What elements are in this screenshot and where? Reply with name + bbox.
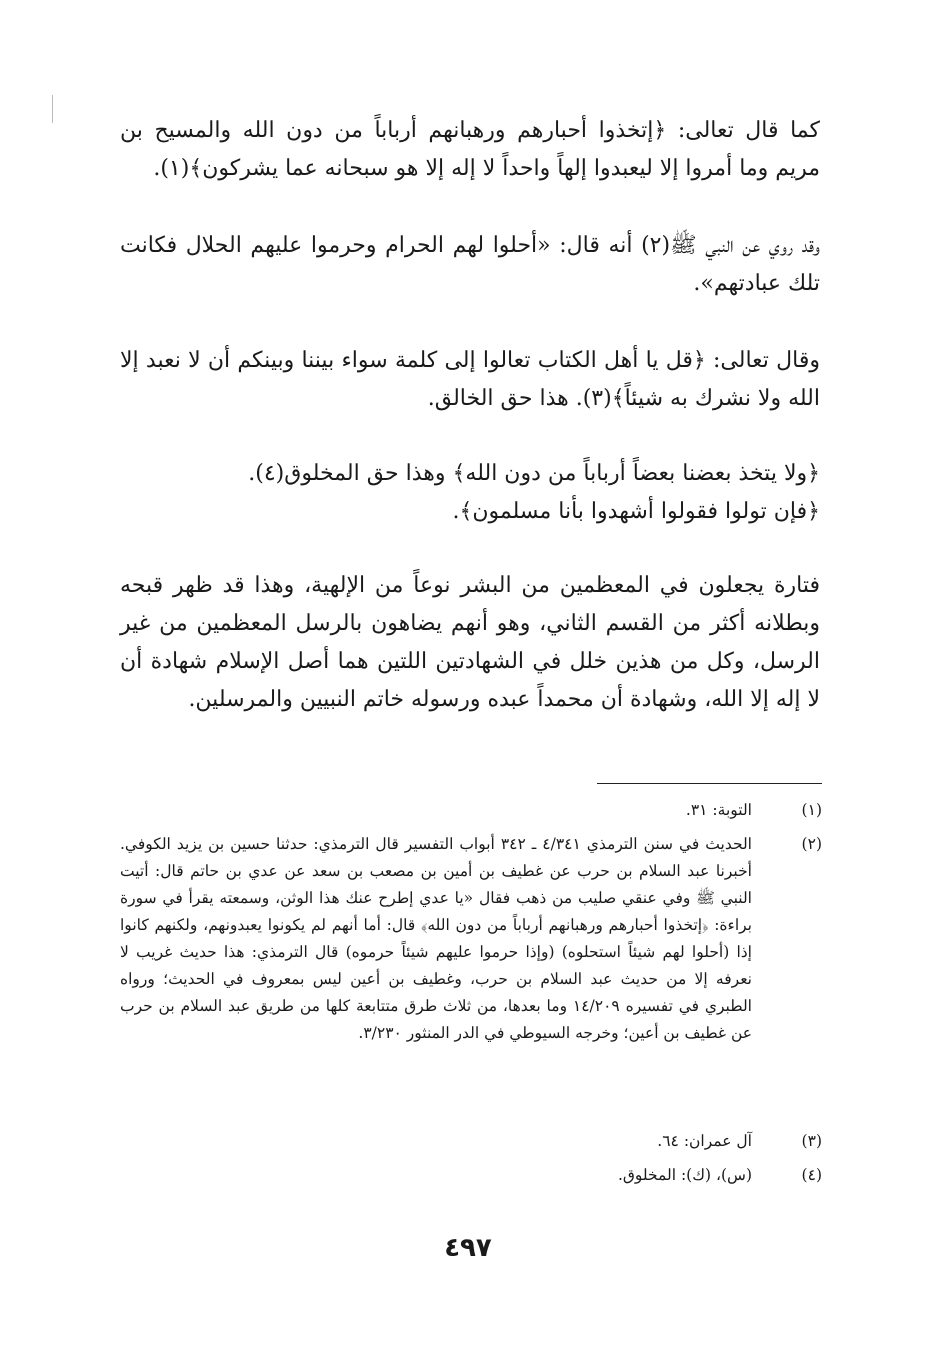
footnote-number: (٣) — [801, 1132, 822, 1150]
paragraph-hadith: وقد روي عن النبي ﷺ(٢) أنه قال: «أحلوا لهم الحرام وحرموا عليهم الحلال فكانت تلك عبادتهم». — [120, 233, 820, 296]
footnote-text: الحديث في سنن الترمذي ٤/٣٤١ ـ ٣٤٢ أبواب التفسير قال الترمذي: حدثنا حسين بن يزيد الكوفي. أخبرنا عبد السلام بن حرب عن غطيف بن أمين بن مصعب بن سعد عن عدي بن حاتم قال: أتيت النبي ﷺ وفي عنقي صليب من ذهب فقال «يا عدي إطرح عنك هذا الوثن، وسمعته يقرأ في سورة براءة: ﴿إتخذوا أحبارهم ورهبانهم أرباباً من دون الله﴾ قال: أما أنهم لم يكونوا يعبدونهم، ولكنهم كانوا إذا (أحلوا لهم شيئاً استحلوه) (وإذا حرموا عليهم شيئاً حرموه) قال الترمذي: هذا حديث غريب لا نعرفه إلا من حديث عبد السلام بن حرب، وغطيف بن أعين ليس بمعروف في الحديث؛ ورواه الطبري في تفسيره ١٤/٢٠٩ وما بعدها، من ثلاث طرق متتابعة كلها من طريق عبد السلام بن حرب عن غطيف بن أعين؛ وخرجه السيوطي في الدر المنثور ٣/٢٣٠. — [120, 835, 752, 1042]
footnote-separator — [597, 783, 822, 784]
footnote-text: التوبة: ٣١. — [685, 801, 752, 819]
footnote-number: (٤) — [801, 1166, 822, 1184]
left-margin-mark — [52, 95, 53, 123]
footnote-number: (٢) — [801, 835, 822, 853]
footnote-2 — [120, 831, 822, 1047]
paragraph-main-discussion: فتارة يجعلون في المعظمين من البشر نوعاً من الإلهية، وهذا قد ظهر قبحه وبطلانه أكثر من القسم الثاني، وهو أنهم يضاهون بالرسل المعظمين من غير الرسل، وكل من هذين خلل في الشهادتين اللتين هما أصل الإسلام شهادة أن لا إله إلا الله، وشهادة أن محمداً عبده ورسوله خاتم النبيين والمرسلين. — [120, 573, 820, 712]
footnote-number: (١) — [801, 801, 822, 819]
paragraph-quran-verse-2: وقال تعالى: ﴿قل يا أهل الكتاب تعالوا إلى كلمة سواء بيننا وبينكم أن لا نعبد إلا الله ولا نشرك به شيئاً﴾(٣). هذا حق الخالق. — [120, 348, 820, 411]
page-number: ٤٩٧ — [444, 1233, 492, 1263]
footnote-3 — [120, 1128, 822, 1155]
paragraph-quran-verse-1: كما قال تعالى: ﴿إتخذوا أحبارهم ورهبانهم أرباباً من دون الله والمسيح بن مريم وما أمروا إلا ليعبدوا إلهاً واحداً لا إله إلا هو سبحانه عما يشركون﴾(١). — [120, 118, 820, 181]
footnote-4 — [120, 1162, 822, 1189]
footnote-1 — [120, 797, 822, 824]
paragraph-quran-verse-3: ﴿ولا يتخذ بعضنا بعضاً أرباباً من دون الله﴾ وهذا حق المخلوق(٤). — [248, 461, 820, 486]
paragraph-quran-verse-4: ﴿فإن تولوا فقولوا أشهدوا بأنا مسلمون﴾. — [452, 499, 820, 524]
footnote-text: (س)، (ك): المخلوق. — [617, 1166, 752, 1184]
footnote-text: آل عمران: ٦٤. — [657, 1132, 752, 1150]
